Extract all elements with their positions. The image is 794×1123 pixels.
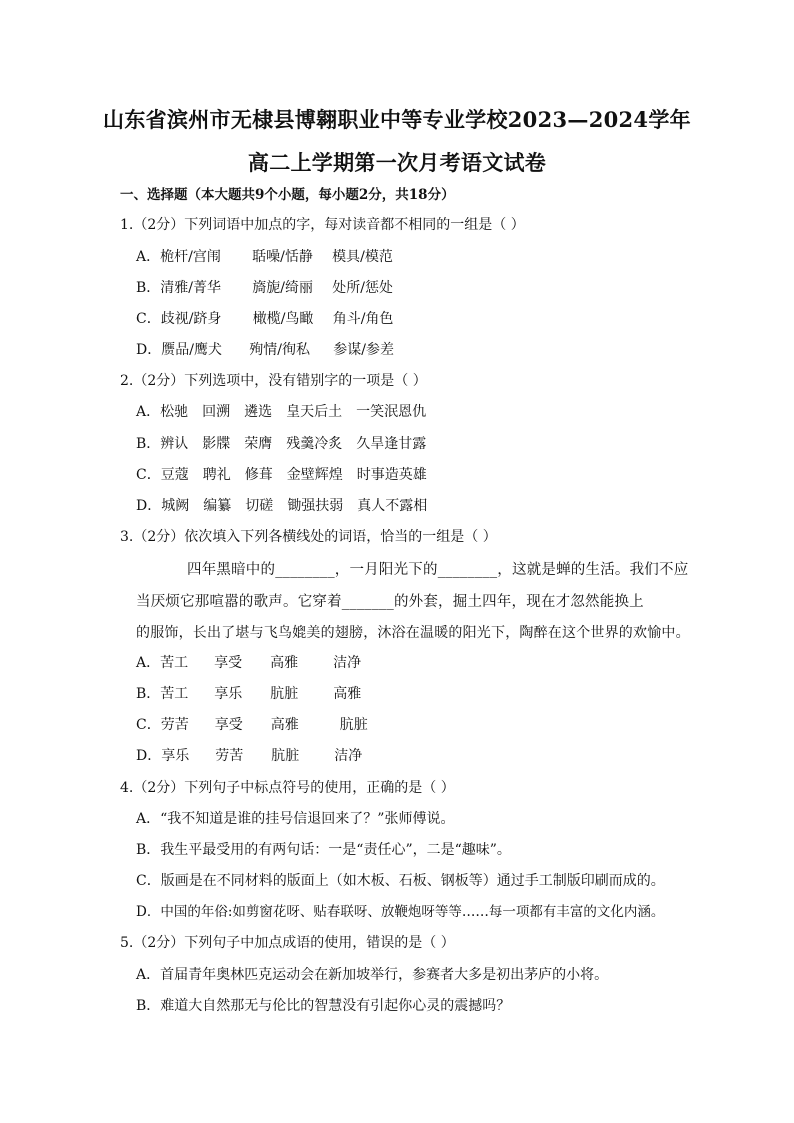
option-text: 首届青年奥林匹克运动会在新加坡举行，参赛者大多是初出茅庐的小将。: [160, 967, 609, 983]
option-text: 中国的年俗:如剪窗花呀、贴春联呀、放鞭炮呀等等……每一项都有丰富的文化内涵。: [160, 904, 665, 920]
option-item: 锄强扶弱: [287, 498, 344, 514]
title-line-2: 高二上学期第一次月考语文试卷: [247, 150, 547, 175]
option-item: 荣膺: [244, 436, 273, 452]
option-item: 参谋/参差: [333, 342, 394, 358]
option-item: 真人不露相: [357, 498, 428, 514]
option-item: 歧视/跻身: [160, 311, 222, 327]
option-item: 桅杆/宫闱: [160, 249, 221, 265]
q3-option-c: [136, 715, 368, 735]
q4-option-d: [136, 902, 664, 922]
option-item: 豆蔻: [160, 467, 189, 483]
passage-line: 当厌烦它那喧嚣的歌声。它穿着_______的外套，掘土四年，现在才忽然能换上: [136, 594, 644, 610]
q1-option-d: [136, 340, 394, 360]
option-item: 赝品/鹰犬: [161, 342, 222, 358]
option-label: C．: [136, 311, 161, 327]
option-item: 享乐: [161, 748, 190, 764]
q1-option-a: [136, 247, 393, 267]
option-item: 影牒: [202, 436, 231, 452]
q5-option-a: [136, 965, 608, 985]
option-item: 肮脏: [271, 748, 300, 764]
option-item: 劳苦: [160, 717, 189, 733]
question-2-stem: 2.（2分）下列选项中，没有错别字的一项是（ ）: [120, 373, 427, 389]
option-label: C．: [136, 873, 161, 889]
q3-option-b: [136, 684, 361, 704]
option-label: A．: [136, 404, 161, 420]
q2-option-d: [136, 496, 427, 516]
option-item: 高雅: [270, 655, 299, 671]
q4-option-c: [136, 871, 665, 891]
option-item: 高雅: [333, 686, 362, 702]
question-3-stem: 3.（2分）依次填入下列各横线处的词语，恰当的一组是（ ）: [120, 529, 497, 545]
q2-option-b: [136, 434, 426, 454]
option-item: 聘礼: [202, 467, 231, 483]
title-line-1: 山东省滨州市无棣县博翱职业中等专业学校2023—2024学年: [103, 107, 691, 132]
q2-option-c: [136, 465, 427, 485]
option-item: 享受: [214, 717, 243, 733]
option-label: B．: [136, 436, 161, 452]
option-text: “我不知道是谁的挂号信退回来了？”张师傅说。: [160, 811, 455, 827]
q3-option-d: [136, 746, 362, 766]
question-4-stem: 4.（2分）下列句子中标点符号的使用，正确的是（ ）: [120, 780, 455, 796]
option-item: 肮脏: [270, 686, 299, 702]
option-item: 时事造英雄: [356, 467, 427, 483]
option-item: 橄榄/鸟瞰: [252, 311, 314, 327]
option-item: 城阙: [161, 498, 190, 514]
option-label: A．: [136, 249, 161, 265]
option-item: 修葺: [244, 467, 273, 483]
option-label: D．: [136, 748, 162, 764]
q1-option-b: [136, 278, 393, 298]
option-item: 残羹冷炙: [286, 436, 343, 452]
q4-option-b: [136, 840, 511, 860]
option-text: 我生平最受用的有两句话：一是“责任心”，二是“趣味”。: [160, 842, 511, 858]
option-text: 版画是在不同材料的版面上（如木板、石板、钢板等）通过手工制版印刷而成的。: [160, 873, 665, 889]
option-item: 皇天后土: [286, 404, 343, 420]
option-text: 难道大自然那无与伦比的智慧没有引起你心灵的震撼吗？: [160, 998, 511, 1014]
option-item: 享乐: [214, 686, 243, 702]
option-item: 模具/模范: [332, 249, 393, 265]
option-label: A．: [136, 967, 161, 983]
option-label: C．: [136, 467, 161, 483]
option-item: 切磋: [245, 498, 274, 514]
passage-line: 的服饰，长出了堪与飞鸟媲美的翅膀，沐浴在温暖的阳光下，陶醉在这个世界的欢愉中。: [136, 625, 690, 641]
option-item: 享受: [214, 655, 243, 671]
passage-line: 四年黑暗中的________，一月阳光下的________，这就是蝉的生活。我们不应: [187, 562, 689, 578]
option-item: 一笑泯恩仇: [356, 404, 427, 420]
option-label: C．: [136, 717, 161, 733]
option-label: D．: [136, 904, 161, 920]
option-item: 旖旎/绮丽: [252, 280, 314, 296]
option-label: A．: [136, 811, 161, 827]
option-item: 洁净: [333, 655, 362, 671]
option-item: 高雅: [270, 717, 299, 733]
option-item: 编纂: [203, 498, 232, 514]
q5-option-b: [136, 996, 510, 1016]
option-item: 清雅/菁华: [160, 280, 222, 296]
option-item: 松驰: [160, 404, 189, 420]
option-item: 劳苦: [215, 748, 244, 764]
option-item: 辨认: [160, 436, 189, 452]
option-label: B．: [136, 686, 161, 702]
question-1-stem: 1.（2分）下列词语中加点的字，每对读音都不相同的一组是（ ）: [120, 217, 525, 233]
option-label: A．: [136, 655, 161, 671]
option-item: 回溯: [202, 404, 231, 420]
option-item: 角斗/角色: [332, 311, 394, 327]
option-item: 久旱逢甘露: [356, 436, 427, 452]
question-5-stem: 5.（2分）下列句子中加点成语的使用，错误的是（ ）: [120, 935, 455, 951]
option-label: D．: [136, 342, 162, 358]
option-label: B．: [136, 842, 161, 858]
q2-option-a: [136, 402, 426, 422]
q4-option-a: [136, 809, 454, 829]
option-item: 苦工: [160, 686, 189, 702]
option-item: 遴选: [244, 404, 273, 420]
option-item: 金壁辉煌: [286, 467, 343, 483]
option-item: 肮脏: [339, 717, 368, 733]
option-item: 苦工: [160, 655, 189, 671]
option-label: B．: [136, 280, 161, 296]
option-item: 洁净: [334, 748, 363, 764]
section-heading: 一、选择题（本大题共9个小题，每小题2分，共18分）: [120, 187, 455, 203]
option-label: B．: [136, 998, 161, 1014]
q1-option-c: [136, 309, 393, 329]
q3-option-a: [136, 653, 361, 673]
option-item: 殉情/徇私: [249, 342, 310, 358]
option-item: 处所/惩处: [332, 280, 394, 296]
option-label: D．: [136, 498, 162, 514]
option-item: 聒噪/恬静: [252, 249, 313, 265]
